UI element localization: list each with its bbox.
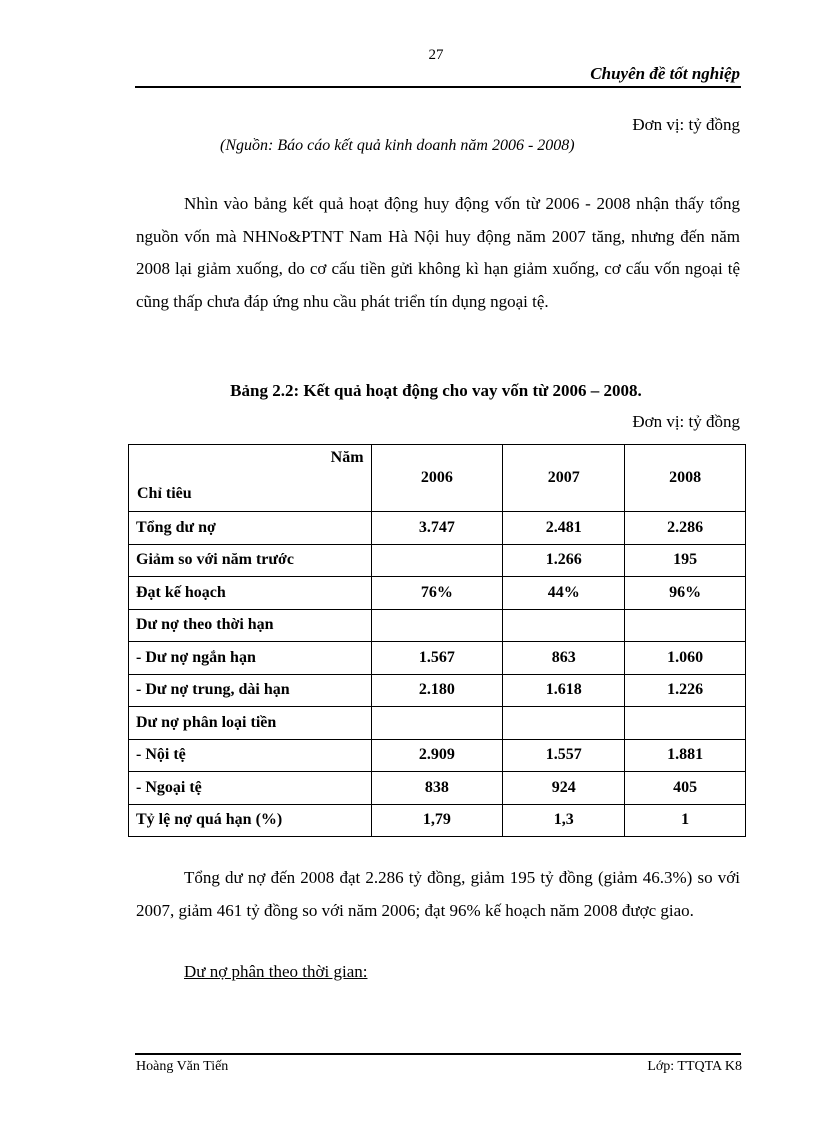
cell-value xyxy=(371,544,503,577)
row-label: - Dư nợ ngắn hạn xyxy=(129,642,372,675)
row-label: Tỷ lệ nợ quá hạn (%) xyxy=(129,804,372,837)
source-note: (Nguồn: Báo cáo kết quả kinh doanh năm 2006 - 2008) xyxy=(220,137,575,154)
page-number: 27 xyxy=(428,47,444,63)
table-row xyxy=(129,804,746,837)
paragraph-total-outstanding: Tổng dư nợ đến 2008 đạt 2.286 tỷ đồng, giảm 195 tỷ đồng (giảm 46.3%) so với 2007, giảm 461 tỷ đồng so với năm 2006; đạt 96% kế hoạch năm 2008 được giao. xyxy=(136,868,740,920)
cell-value xyxy=(625,609,746,642)
footer-author: Hoàng Văn Tiến xyxy=(136,1059,229,1074)
cell-value: 924 xyxy=(503,772,625,805)
table-unit-note: Đơn vị: tỷ đồng xyxy=(632,412,740,431)
cell-value: 3.747 xyxy=(371,512,503,545)
row-label: - Nội tệ xyxy=(129,739,372,772)
cell-value: 1.567 xyxy=(371,642,503,675)
subheading-by-term: Dư nợ phân theo thời gian: xyxy=(184,962,368,981)
row-label: Dư nợ theo thời hạn xyxy=(129,609,372,642)
cell-value: 1.266 xyxy=(503,544,625,577)
table-row xyxy=(129,674,746,707)
loan-results-table xyxy=(128,444,746,837)
row-label: Đạt kế hoạch xyxy=(129,577,372,610)
table-row xyxy=(129,772,746,805)
cell-value: 2.286 xyxy=(625,512,746,545)
cell-value xyxy=(371,707,503,740)
year-header-2008: 2008 xyxy=(625,445,746,512)
cell-value: 863 xyxy=(503,642,625,675)
cell-value: 2.909 xyxy=(371,739,503,772)
row-label: - Dư nợ trung, dài hạn xyxy=(129,674,372,707)
cell-value xyxy=(625,707,746,740)
cell-value: 96% xyxy=(625,577,746,610)
unit-note-top: Đơn vị: tỷ đồng xyxy=(632,115,740,134)
footer-rule xyxy=(135,1053,741,1055)
cell-value: 1 xyxy=(625,804,746,837)
row-label: Dư nợ phân loại tiền xyxy=(129,707,372,740)
cell-value: 1.557 xyxy=(503,739,625,772)
corner-year-label: Năm xyxy=(330,449,364,466)
table-corner-cell xyxy=(129,445,372,512)
table-row xyxy=(129,739,746,772)
table-row xyxy=(129,512,746,545)
row-label: Tổng dư nợ xyxy=(129,512,372,545)
cell-value: 195 xyxy=(625,544,746,577)
header-rule xyxy=(135,86,741,88)
cell-value: 838 xyxy=(371,772,503,805)
cell-value xyxy=(503,609,625,642)
table-row xyxy=(129,544,746,577)
cell-value: 1,3 xyxy=(503,804,625,837)
cell-value: 2.481 xyxy=(503,512,625,545)
cell-value xyxy=(503,707,625,740)
cell-value: 405 xyxy=(625,772,746,805)
cell-value: 1,79 xyxy=(371,804,503,837)
cell-value: 1.226 xyxy=(625,674,746,707)
cell-value: 76% xyxy=(371,577,503,610)
year-header-2006: 2006 xyxy=(371,445,503,512)
table-row xyxy=(129,707,746,740)
table-header-row xyxy=(129,445,746,512)
year-header-2007: 2007 xyxy=(503,445,625,512)
table-title: Bảng 2.2: Kết quả hoạt động cho vay vốn từ 2006 – 2008. xyxy=(230,381,642,400)
corner-metric-label: Chỉ tiêu xyxy=(137,485,192,502)
cell-value: 2.180 xyxy=(371,674,503,707)
paragraph-capital-mobilization: Nhìn vào bảng kết quả hoạt động huy động vốn từ 2006 - 2008 nhận thấy tổng nguồn vốn mà NHNo&PTNT Nam Hà Nội huy động năm 2007 tăng, nhưng đến năm 2008 lại giảm xuống, do cơ cấu tiền gửi không kì hạn giảm xuống, cơ cấu vốn ngoại tệ cũng thấp chưa đáp ứng nhu cầu phát triển tín dụng ngoại tệ. xyxy=(136,194,740,311)
cell-value: 1.060 xyxy=(625,642,746,675)
footer-class-info: Lớp: TTQTA K8 xyxy=(647,1059,742,1074)
table-row xyxy=(129,609,746,642)
header-title: Chuyên đề tốt nghiệp xyxy=(590,64,740,83)
cell-value: 44% xyxy=(503,577,625,610)
cell-value: 1.881 xyxy=(625,739,746,772)
cell-value: 1.618 xyxy=(503,674,625,707)
table-row xyxy=(129,642,746,675)
row-label: - Ngoại tệ xyxy=(129,772,372,805)
cell-value xyxy=(371,609,503,642)
row-label: Giảm so với năm trước xyxy=(129,544,372,577)
table-row xyxy=(129,577,746,610)
